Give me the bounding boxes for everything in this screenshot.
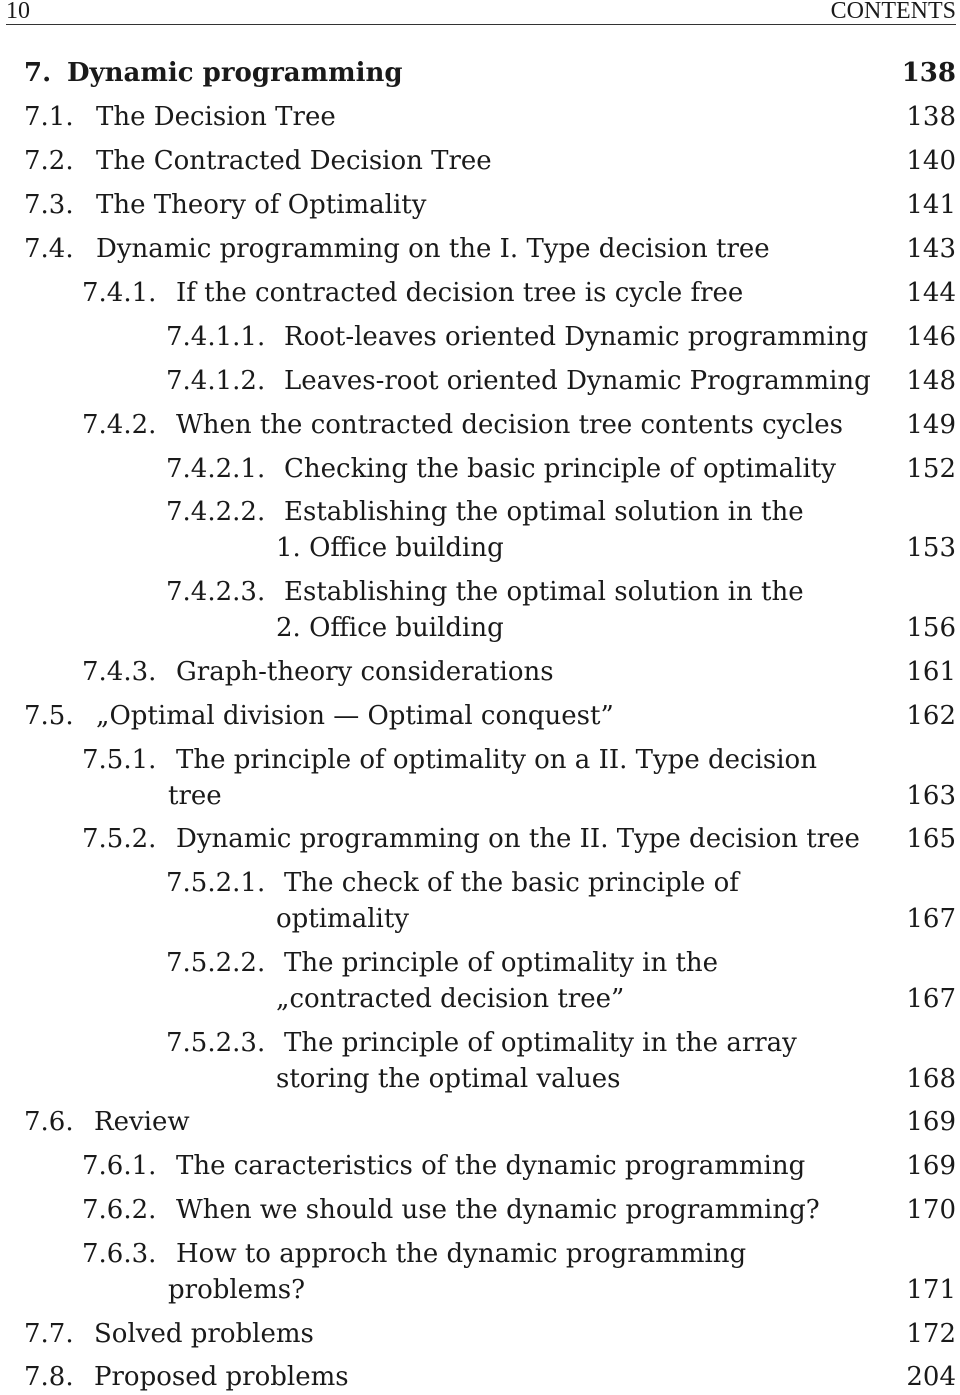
toc-number: 7.7. xyxy=(24,1319,74,1349)
toc-page: 138 xyxy=(901,58,956,88)
toc-title-continued: 1. Office building xyxy=(276,533,504,563)
toc-number: 7.4.2.1. xyxy=(166,454,266,484)
toc-number: 7.4.1.1. xyxy=(166,322,266,352)
toc-title: Proposed problems xyxy=(94,1362,349,1392)
toc-title: The principle of optimality in the array xyxy=(284,1028,797,1058)
toc-title: The Contracted Decision Tree xyxy=(96,146,492,176)
toc-number: 7.6.1. xyxy=(82,1151,157,1181)
toc-page: 156 xyxy=(906,613,956,643)
toc-title: When the contracted decision tree contents cycles xyxy=(176,410,843,440)
toc-title: „Optimal division — Optimal conquest” xyxy=(96,701,614,731)
toc-title: The check of the basic principle of xyxy=(284,868,739,898)
toc-title-continued: „contracted decision tree” xyxy=(276,984,625,1014)
toc-page: 169 xyxy=(906,1107,956,1137)
toc-number: 7.5.1. xyxy=(82,745,157,775)
toc-number: 7.3. xyxy=(24,190,74,220)
toc-number: 7.4. xyxy=(24,234,74,264)
toc-title: The Decision Tree xyxy=(96,102,336,132)
toc-page: 149 xyxy=(906,410,956,440)
toc-title: How to approch the dynamic programming xyxy=(176,1239,747,1269)
toc-title: Dynamic programming on the II. Type decision tree xyxy=(176,824,860,854)
toc-title: Establishing the optimal solution in the xyxy=(284,497,804,527)
toc-number: 7.4.2.3. xyxy=(166,577,266,607)
toc-number: 7.4.2. xyxy=(82,410,157,440)
toc-page: 172 xyxy=(906,1319,956,1349)
toc-title: The principle of optimality on a II. Type decision xyxy=(176,745,817,775)
toc-page: 141 xyxy=(906,190,956,220)
toc-number: 7.1. xyxy=(24,102,74,132)
toc-title: Graph-theory considerations xyxy=(176,657,554,687)
toc-title: Leaves-root oriented Dynamic Programming xyxy=(284,366,871,396)
toc-page: 170 xyxy=(906,1195,956,1225)
toc-page: 140 xyxy=(906,146,956,176)
toc-title: Review xyxy=(94,1107,190,1137)
toc-number: 7.4.2.2. xyxy=(166,497,266,527)
toc-number: 7.5.2.2. xyxy=(166,948,266,978)
toc-number: 7.6.2. xyxy=(82,1195,157,1225)
toc-title: The principle of optimality in the xyxy=(284,948,719,978)
toc-page: 163 xyxy=(906,781,956,811)
toc-title: Establishing the optimal solution in the xyxy=(284,577,804,607)
toc-title: Root-leaves oriented Dynamic programming xyxy=(284,322,869,352)
toc-title: The caracteristics of the dynamic programming xyxy=(176,1151,806,1181)
toc-number: 7.5.2.3. xyxy=(166,1028,266,1058)
toc-page: 138 xyxy=(906,102,956,132)
toc-number: 7. xyxy=(24,58,52,88)
toc-page: 167 xyxy=(906,984,956,1014)
toc-number: 7.4.1. xyxy=(82,278,157,308)
toc-page: 169 xyxy=(906,1151,956,1181)
toc-number: 7.5.2. xyxy=(82,824,157,854)
toc-title: If the contracted decision tree is cycle free xyxy=(176,278,744,308)
toc-title: Dynamic programming xyxy=(67,58,403,88)
toc-number: 7.6. xyxy=(24,1107,74,1137)
toc-page: 162 xyxy=(906,701,956,731)
toc-title: Checking the basic principle of optimality xyxy=(284,454,836,484)
toc-title: Dynamic programming on the I. Type decision tree xyxy=(96,234,770,264)
toc-page: 153 xyxy=(906,533,956,563)
toc-page: 143 xyxy=(906,234,956,264)
toc-page: 148 xyxy=(906,366,956,396)
toc-title-continued: tree xyxy=(168,781,222,811)
toc-title-continued: optimality xyxy=(276,904,409,934)
toc-page: 204 xyxy=(906,1362,956,1392)
toc-page: 146 xyxy=(906,322,956,352)
toc-page: 167 xyxy=(906,904,956,934)
toc-number: 7.6.3. xyxy=(82,1239,157,1269)
toc-page: 144 xyxy=(906,278,956,308)
toc-page: 161 xyxy=(906,657,956,687)
toc-title: When we should use the dynamic programming? xyxy=(176,1195,820,1225)
toc-title: The Theory of Optimality xyxy=(96,190,427,220)
toc-title-continued: 2. Office building xyxy=(276,613,504,643)
toc-page: 152 xyxy=(906,454,956,484)
toc-number: 7.2. xyxy=(24,146,74,176)
toc-number: 7.5. xyxy=(24,701,74,731)
toc-page: 168 xyxy=(906,1064,956,1094)
toc-title-continued: storing the optimal values xyxy=(276,1064,621,1094)
toc-page: 171 xyxy=(906,1275,956,1305)
toc-title: Solved problems xyxy=(94,1319,314,1349)
page-number: 10 xyxy=(6,0,30,24)
toc-number: 7.8. xyxy=(24,1362,74,1392)
toc-number: 7.4.3. xyxy=(82,657,157,687)
running-head: CONTENTS xyxy=(830,0,956,24)
toc-page: 165 xyxy=(906,824,956,854)
toc-number: 7.4.1.2. xyxy=(166,366,266,396)
toc-number: 7.5.2.1. xyxy=(166,868,266,898)
toc-title-continued: problems? xyxy=(168,1275,306,1305)
